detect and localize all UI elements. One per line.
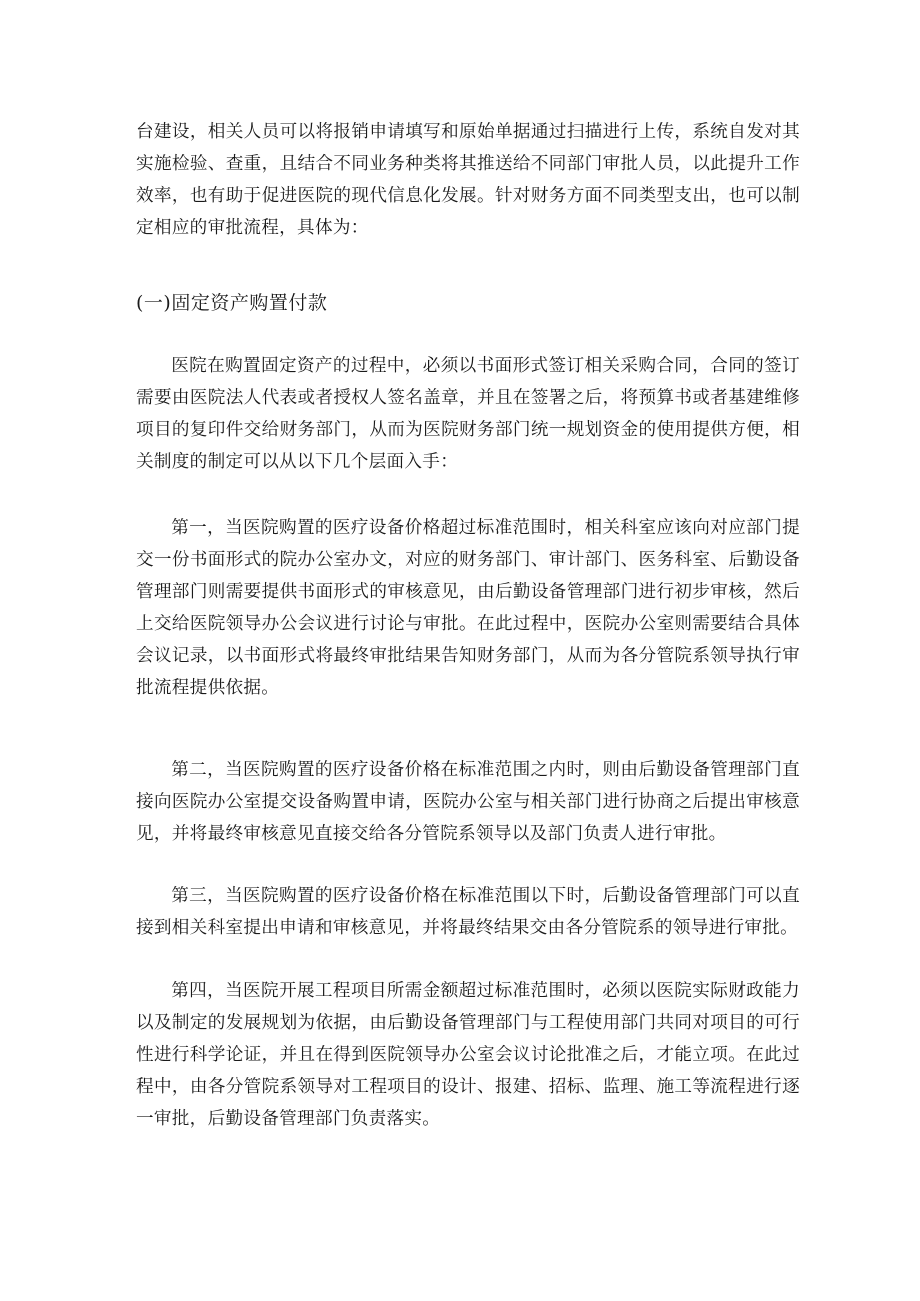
- paragraph-second: 第二，当医院购置的医疗设备价格在标准范围之内时，则由后勤设备管理部门直接向医院办公室提交设备购置申请，医院办公室与相关部门进行协商之后提出审核意见，并将最终审核意见直接交给各分管院系领导以及部门负责人进行审批。: [136, 760, 800, 844]
- paragraph-fourth: 第四，当医院开展工程项目所需金额超过标准范围时，必须以医院实际财政能力以及制定的发展规划为依据，由后勤设备管理部门与工程使用部门共同对项目的可行性进行科学论证，并且在得到医院领导办公室会议讨论批准之后，才能立项。在此过程中，由各分管院系领导对工程项目的设计、报建、招标、监理、施工等流程进行逐一审批，后勤设备管理部门负责落实。: [136, 981, 800, 1129]
- paragraph-fixed-asset-purchase: 医院在购置固定资产的过程中，必须以书面形式签订相关采购合同，合同的签订需要由医院法人代表或者授权人签名盖章，并且在签署之后，将预算书或者基建维修项目的复印件交给财务部门，从而为医院财务部门统一规划资金的使用提供方便，相关制度的制定可以从以下几个层面入手：: [136, 356, 800, 472]
- paragraph-first: 第一，当医院购置的医疗设备价格超过标准范围时，相关科室应该向对应部门提交一份书面形式的院办公室办文，对应的财务部门、审计部门、医务科室、后勤设备管理部门则需要提供书面形式的审核意见，由后勤设备管理部门进行初步审核，然后上交给医院领导办公会议进行讨论与审批。在此过程中，医院办公室则需要结合具体会议记录，以书面形式将最终审批结果告知财务部门，从而为各分管院系领导执行审批流程提供依据。: [136, 518, 800, 698]
- paragraph-third: 第三，当医院购置的医疗设备价格在标准范围以下时，后勤设备管理部门可以直接到相关科室提出申请和审核意见，并将最终结果交由各分管院系的领导进行审批。: [136, 886, 800, 938]
- intro-paragraph: 台建设，相关人员可以将报销申请填写和原始单据通过扫描进行上传，系统自发对其实施检验、查重，且结合不同业务种类将其推送给不同部门审批人员，以此提升工作效率，也有助于促进医院的现代信息化发展。针对财务方面不同类型支出，也可以制定相应的审批流程，具体为：: [136, 122, 800, 238]
- section-heading: (一)固定资产购置付款: [136, 292, 328, 314]
